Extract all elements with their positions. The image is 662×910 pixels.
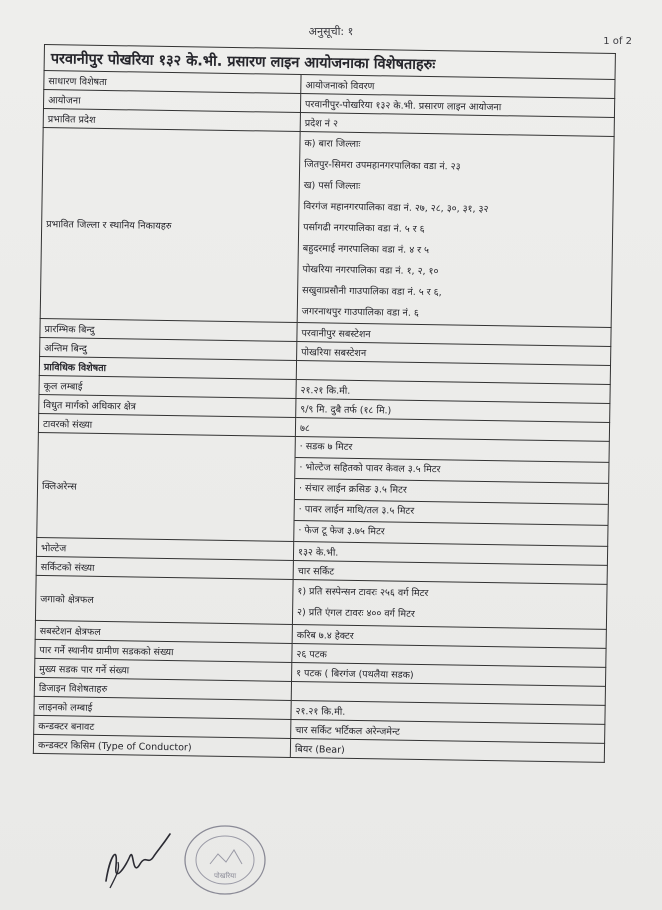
technical-heading-label: प्राविधिक विशेषता — [39, 356, 296, 379]
conductor-configuration-label: कन्डक्टर बनावट — [34, 715, 291, 738]
districts-label: प्रभावित जिल्ला र स्थानिय निकायहरु — [40, 127, 300, 322]
district-line: जगरनाथपुर गाउपालिका वडा नं. ६ — [301, 305, 419, 319]
substation-area-label: सबस्टेशन क्षेत्रफल — [35, 620, 292, 643]
row-width-label: विधुत मार्गको अधिकार क्षेत्र — [39, 394, 296, 417]
seal-text: पोखरिया — [213, 872, 237, 880]
local-road-label: पार गर्ने स्थानीय ग्रामीण सडकको संख्या — [35, 639, 292, 662]
specification-document — [33, 44, 616, 763]
start-point-label: प्रारम्भिक बिन्दु — [40, 318, 297, 341]
clearance-line: · सडक ७ मिटर — [296, 437, 609, 463]
district-line: विरगंज महानगरपालिका वडा नं. २७, २८, ३०, ३१, ३२ — [303, 200, 489, 215]
land-area-value — [292, 579, 607, 629]
line-length-label: लाइनको लम्बाई — [34, 696, 291, 719]
start-point-value: परवानीपुर सबस्टेशन — [297, 323, 611, 347]
district-line: ख) पर्सा जिल्लाः — [303, 179, 361, 192]
clearance-line: · भोल्टेज सहितको पावर केवल ३.५ मिटर — [295, 458, 608, 484]
conductor-configuration-value: चार सर्किट भर्टिकल अरेन्जमेन्ट — [291, 719, 605, 743]
district-line: क) बारा जिल्लाः — [304, 137, 361, 150]
main-road-label: मुख्य सडक पार गर्ने संख्या — [35, 658, 292, 681]
total-length-label: कूल लम्बाई — [39, 375, 296, 398]
district-line: सखुवाप्रसौनी गाउपालिका वडा नं. ५ र ६, — [302, 284, 442, 298]
general-heading-label: साधारण विशेषता — [44, 71, 301, 94]
clearance-line: · फेज टू फेज ३.७५ मिटर — [298, 525, 385, 538]
circuit-count-label: सर्किटको संख्या — [36, 556, 293, 579]
row-width-value: ९/९ मि. दुबै तर्फ (१८ मि.) — [296, 399, 610, 423]
handwritten-signature — [96, 826, 176, 896]
table-row — [37, 432, 610, 546]
project-label: आयोजना — [43, 90, 300, 113]
end-point-label: अन्तिम बिन्दु — [40, 337, 297, 360]
circuit-count-value: चार सर्किट — [293, 560, 607, 584]
voltage-value: १३२ के.भी. — [293, 541, 607, 565]
document-title: परवानीपुर पोखरिया १३२ के.भी. प्रसारण लाइन आयोजनाका विशेषताहरुः — [44, 44, 616, 79]
local-road-value: २६ पटक — [292, 643, 606, 667]
clearance-line: · संचार लाईन क्रसिङ ३.५ मिटर — [295, 479, 608, 505]
province-label: प्रभावित प्रदेश — [43, 108, 300, 131]
district-line: जितपुर-सिमरा उपमहानगरपालिका वडा नं. २३ — [304, 158, 461, 173]
voltage-label: भोल्टेज — [36, 537, 293, 560]
land-area-line: २) प्रति एंगल टावरः ४०० वर्ग मिटर — [297, 607, 415, 620]
clearance-value — [294, 436, 610, 546]
line-length-value: २१.२१ कि.मी. — [291, 700, 605, 724]
general-heading-value: आयोजनाको विवरण — [301, 75, 615, 99]
district-line: पर्सागढी नगरपालिका वडा नं. ५ र ६ — [303, 221, 425, 235]
province-value: प्रदेश नं २ — [300, 113, 614, 137]
specification-table — [33, 70, 616, 763]
land-area-label: जगाको क्षेत्रफल — [35, 575, 293, 624]
substation-area-value: करिब ७.४ हेक्टर — [292, 624, 606, 648]
tower-count-value: ७८ — [295, 417, 609, 441]
land-area-line: १) प्रति सस्पेन्सन टावरः २५६ वर्ग मिटर — [297, 586, 429, 600]
districts-value — [297, 132, 614, 328]
annex-label: अनुसूची: १ — [308, 25, 354, 38]
design-heading-label: डिजाइन विशेषताहरु — [34, 677, 291, 700]
conductor-type-value: बियर (Bear) — [290, 738, 604, 762]
office-seal-stamp — [180, 820, 270, 900]
clearance-line: · पावर लाईन माथि/तल ३.५ मिटर — [295, 500, 608, 526]
main-road-value: १ पटक ( बिरगंज (पथलैया सडक) — [292, 662, 606, 686]
table-row — [40, 127, 614, 327]
district-line: पोखरिया नगरपालिका वडा नं. १, २, १० — [302, 263, 439, 277]
district-line: बहुदरमाई नगरपालिका वडा नं. ४ र ५ — [302, 242, 430, 256]
page-number: 1 of 2 — [603, 36, 632, 47]
total-length-value: २१.२१ कि.मी. — [296, 380, 610, 404]
tower-count-label: टावरको संख्या — [38, 413, 295, 436]
end-point-value: पोखरिया सबस्टेशन — [297, 342, 611, 366]
conductor-type-label: कन्डक्टर किसिम (Type of Conductor) — [33, 734, 290, 757]
clearance-label: क्लिअरेन्स — [37, 432, 296, 541]
project-value: परवानीपुर-पोखरिया १३२ के.भी. प्रसारण लाइन आयोजना — [300, 94, 614, 118]
